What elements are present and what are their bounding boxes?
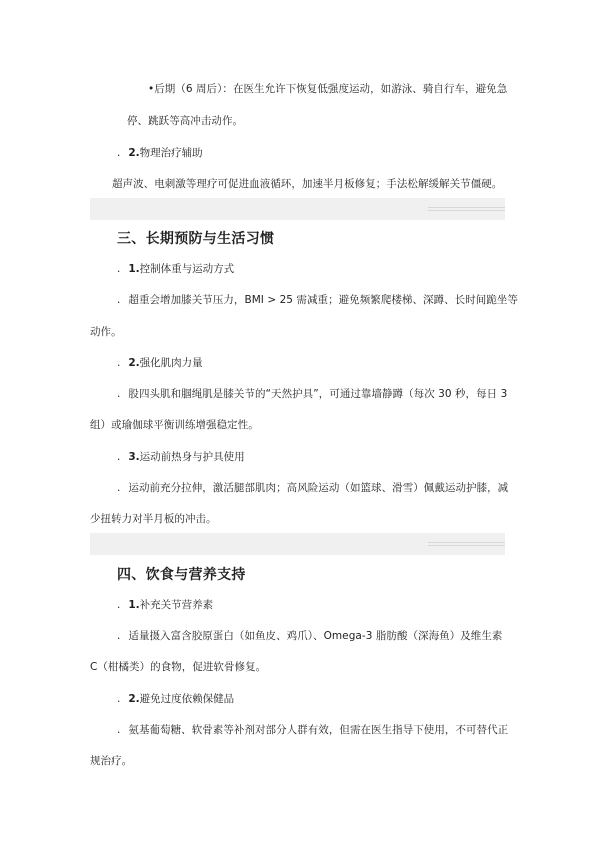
item-number: 2. <box>128 693 140 705</box>
bullet-dot: . <box>117 451 121 463</box>
bullet-dot: . <box>117 482 121 494</box>
divider-rule <box>428 207 505 208</box>
s4-item-2-body-cont: 规治疗。 <box>90 755 133 767</box>
s4-item-2-subheading <box>117 692 234 706</box>
item-number: 3. <box>128 451 140 463</box>
physio-subheading <box>117 146 203 160</box>
s3-item-2-body <box>117 387 507 401</box>
s4-item-1-body-cont: C（柑橘类）的食物，促进软骨修复。 <box>90 661 267 673</box>
bullet-dot: . <box>117 630 121 642</box>
section-divider-band <box>90 533 505 555</box>
bullet-dot: . <box>117 599 121 611</box>
s3-item-3-body-cont: 少扭转力对半月板的冲击。 <box>90 513 217 525</box>
s3-item-3-subheading <box>117 450 245 464</box>
body-text: 超重会增加膝关节压力，BMI > 25 需减重；避免频繁爬楼梯、深蹲、长时间跪坐等 <box>128 294 518 306</box>
intro-line-1: •后期（6 周后）：在医生允许下恢复低强度运动，如游泳、骑自行车，避免急 <box>148 83 508 95</box>
divider-rule <box>428 545 505 546</box>
s3-item-1-body-cont: 动作。 <box>90 326 122 338</box>
item-number: 1. <box>128 599 140 611</box>
s4-item-1-body <box>117 629 502 643</box>
section-heading: 四、饮食与营养支持 <box>117 567 246 583</box>
body-text: 氨基葡萄糖、软骨素等补剂对部分人群有效，但需在医生指导下使用，不可替代正 <box>128 724 509 736</box>
item-number: 1. <box>128 263 140 275</box>
bullet-dot: . <box>117 294 121 306</box>
s3-item-1-subheading <box>117 262 234 276</box>
item-label: 强化肌肉力量 <box>139 357 203 369</box>
item-label: 运动前热身与护具使用 <box>139 451 245 463</box>
physio-body: 超声波、电刺激等理疗可促进血液循环，加速半月板修复；手法松解缓解关节僵硬。 <box>112 178 503 190</box>
s4-item-2-body <box>117 723 508 737</box>
bullet-dot: . <box>117 693 121 705</box>
item-label: 控制体重与运动方式 <box>139 263 235 275</box>
s3-item-2-body-cont: 组）或瑜伽球平衡训练增强稳定性。 <box>90 419 259 431</box>
s3-item-2-subheading <box>117 356 203 370</box>
bullet-dot: . <box>117 147 121 159</box>
section-heading: 三、长期预防与生活习惯 <box>117 231 275 247</box>
item-label: 补充关节营养素 <box>139 599 214 611</box>
bullet-dot: . <box>117 388 121 400</box>
s3-item-1-body <box>117 293 518 307</box>
bullet-dot: . <box>117 357 121 369</box>
section-divider-band <box>90 198 505 220</box>
divider-rule <box>428 210 505 211</box>
bullet-dot: . <box>117 263 121 275</box>
divider-rule <box>428 542 505 543</box>
intro-line-2: 停、跳跃等高冲击动作。 <box>127 115 244 127</box>
item-number: 2. <box>128 357 140 369</box>
body-text: 股四头肌和腘绳肌是膝关节的“天然护具”，可通过靠墙静蹲（每次 30 秒，每日 3 <box>128 388 508 400</box>
item-number: 2. <box>128 147 140 159</box>
s3-item-3-body <box>117 481 508 495</box>
s4-item-1-subheading <box>117 598 213 612</box>
body-text: 运动前充分拉伸，激活腿部肌肉；高风险运动（如篮球、滑雪）佩戴运动护膝，减 <box>128 482 509 494</box>
item-label: 避免过度依赖保健品 <box>139 693 235 705</box>
item-label: 物理治疗辅助 <box>139 147 203 159</box>
bullet-dot: . <box>117 724 121 736</box>
body-text: 适量摄入富含胶原蛋白（如鱼皮、鸡爪）、Omega-3 脂肪酸（深海鱼）及维生素 <box>128 630 503 642</box>
